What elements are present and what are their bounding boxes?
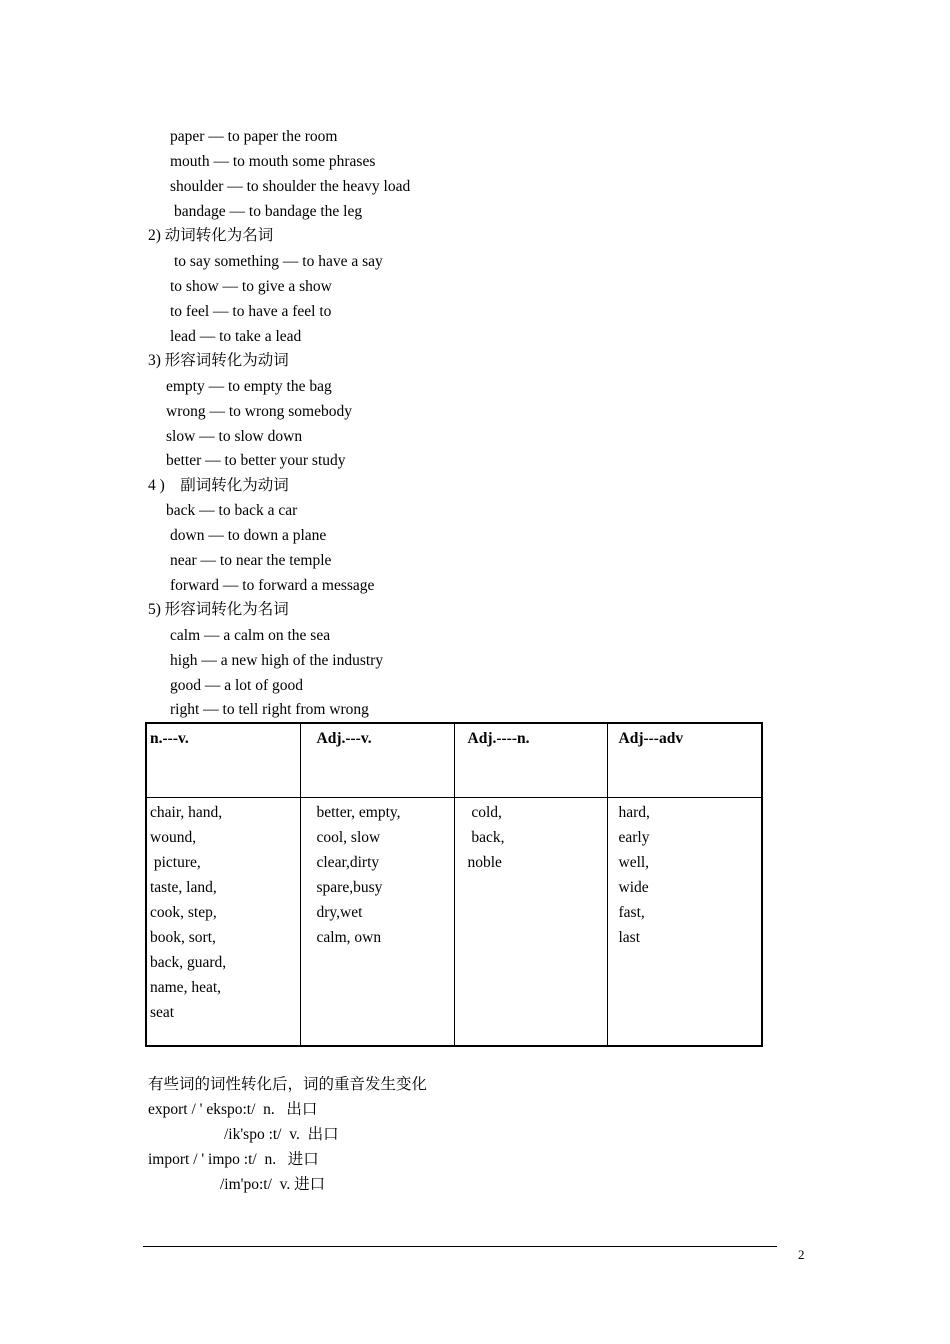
header-noun-verb: n.---v. xyxy=(146,723,300,798)
conversion-example: down — to down a plane xyxy=(170,527,327,544)
conversion-example: shoulder — to shoulder the heavy load xyxy=(170,178,411,195)
word-entry: well, xyxy=(618,854,650,871)
word-entry: chair, hand, xyxy=(150,804,223,821)
table-header-row xyxy=(146,723,762,798)
conversion-example: paper — to paper the room xyxy=(170,128,338,145)
word-entry: early xyxy=(618,829,650,846)
word-entry: dry,wet xyxy=(316,904,363,921)
conversion-example: near — to near the temple xyxy=(170,552,332,569)
footer-rule xyxy=(143,1246,777,1247)
cell-adj-noun-words xyxy=(454,798,607,1047)
pronunciation-line: export / ' ekspo:t/ n. 出口 xyxy=(148,1101,318,1118)
conversion-example: mouth — to mouth some phrases xyxy=(170,153,376,170)
conversion-example: to say something — to have a say xyxy=(174,253,383,270)
word-entry: spare,busy xyxy=(316,879,383,896)
conversion-example: forward — to forward a message xyxy=(170,577,375,594)
section-heading-adj-to-verb: 3) 形容词转化为动词 xyxy=(148,352,289,369)
cell-noun-verb-words xyxy=(146,798,300,1047)
conversion-example: empty — to empty the bag xyxy=(166,378,332,395)
conversion-example: right — to tell right from wrong xyxy=(170,701,369,718)
cell-adj-verb-words xyxy=(300,798,454,1047)
header-adj-verb: Adj.---v. xyxy=(300,723,454,798)
pronunciation-line: /im'po:t/ v. 进口 xyxy=(220,1176,326,1193)
word-entry: clear,dirty xyxy=(316,854,380,871)
conversion-example: slow — to slow down xyxy=(166,428,303,445)
section-heading-adv-to-verb: 4 ) 副词转化为动词 xyxy=(148,477,289,494)
conversion-example: lead — to take a lead xyxy=(170,328,302,345)
word-entry: name, heat, xyxy=(150,979,222,996)
pronunciation-line: /ik'spo :t/ v. 出口 xyxy=(224,1126,339,1143)
conversion-example: better — to better your study xyxy=(166,452,346,469)
word-entry: book, sort, xyxy=(150,929,216,946)
word-entry: cook, step, xyxy=(150,904,217,921)
table-row xyxy=(146,798,762,1047)
word-entry: cold, xyxy=(467,804,502,821)
word-entry: calm, own xyxy=(316,929,382,946)
conversion-example: back — to back a car xyxy=(166,502,298,519)
word-entry: better, empty, xyxy=(316,804,401,821)
conversion-example: to feel — to have a feel to xyxy=(170,303,332,320)
conversion-example: high — a new high of the industry xyxy=(170,652,384,669)
word-class-table xyxy=(145,722,763,1047)
word-entry: picture, xyxy=(150,854,201,871)
section-heading-adj-to-noun: 5) 形容词转化为名词 xyxy=(148,601,289,618)
word-entry: wound, xyxy=(150,829,197,846)
word-entry: last xyxy=(618,929,641,946)
word-entry: noble xyxy=(467,854,502,871)
section-heading-verb-to-noun: 2) 动词转化为名词 xyxy=(148,227,274,244)
page-number: 2 xyxy=(798,1247,805,1262)
conversion-example: good — a lot of good xyxy=(170,677,304,694)
conversion-example: bandage — to bandage the leg xyxy=(174,203,363,220)
word-entry: hard, xyxy=(618,804,650,821)
word-entry: taste, land, xyxy=(150,879,217,896)
stress-change-intro: 有些词的词性转化后，词的重音发生变化 xyxy=(148,1076,428,1093)
cell-adj-adv-words xyxy=(607,798,762,1047)
header-adj-adv: Adj---adv xyxy=(607,723,762,798)
header-adj-noun: Adj.----n. xyxy=(454,723,607,798)
word-entry: back, xyxy=(467,829,505,846)
word-entry: seat xyxy=(150,1004,175,1021)
word-entry: cool, slow xyxy=(316,829,381,846)
pronunciation-line: import / ' impo :t/ n. 进口 xyxy=(148,1151,319,1168)
conversion-example: to show — to give a show xyxy=(170,278,332,295)
word-entry: back, guard, xyxy=(150,954,227,971)
word-entry: fast, xyxy=(618,904,645,921)
conversion-example: wrong — to wrong somebody xyxy=(166,403,352,420)
word-entry: wide xyxy=(618,879,649,896)
conversion-example: calm — a calm on the sea xyxy=(170,627,331,644)
